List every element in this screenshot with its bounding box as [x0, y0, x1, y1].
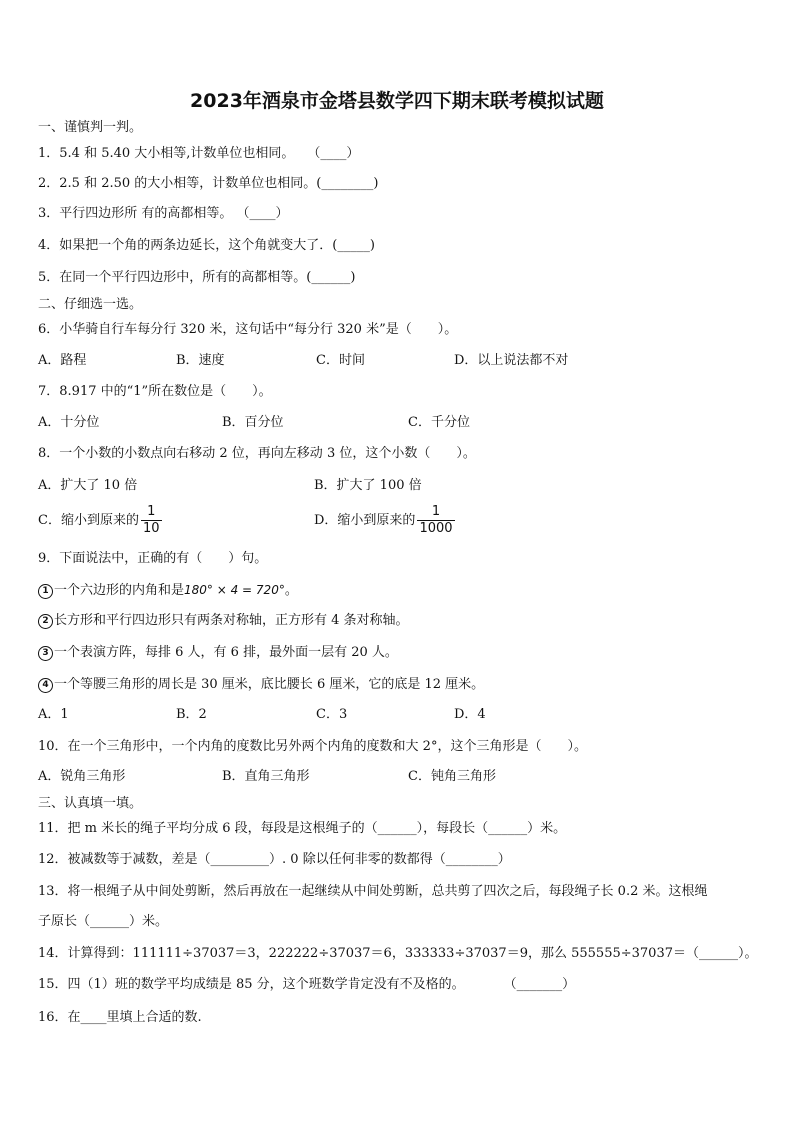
fraction-denominator: 1000: [419, 521, 453, 536]
question-12: 12．被减数等于减数，差是（_________）. 0 除以任何非零的数都得（________）: [38, 852, 511, 867]
question-7-option-a: A．十分位: [38, 415, 100, 430]
question-1: 1．5.4 和 5.40 大小相等,计数单位也相同。 （____）: [38, 146, 360, 161]
question-10-option-c: C．钝角三角形: [408, 769, 496, 784]
statement-1-end: 。: [284, 583, 298, 598]
fraction-numerator: 1: [147, 504, 156, 519]
section-3-heading: 三、认真填一填。: [38, 796, 143, 811]
question-6: 6．小华骑自行车每分行 320 米，这句话中“每分行 320 米”是（ ）。: [38, 322, 458, 337]
question-9-statement-1: [38, 580, 298, 601]
question-6-option-c: C．时间: [316, 353, 365, 368]
page-title: 2023年酒泉市金塔县数学四下期末联考模拟试题: [190, 90, 604, 112]
question-9-statement-4: [38, 675, 484, 695]
question-2: 2．2.5 和 2.50 的大小相等，计数单位也相同。(________): [38, 176, 379, 191]
question-10: 10．在一个三角形中，一个内角的度数比另外两个内角的度数和大 2°，这个三角形是（ ）。: [38, 739, 587, 754]
circled-number-2: 2: [38, 614, 53, 629]
question-9-option-b: B．2: [176, 707, 207, 722]
option-d-text: D．缩小到原来的: [314, 513, 416, 528]
statement-1-text: 一个六边形的内角和是: [54, 583, 185, 598]
fraction-one-thousandth: [417, 504, 454, 537]
question-14: 14．计算得到：111111÷37037＝3，222222÷37037＝6，333333÷37037＝9，那么 555555÷37037＝（______）。: [38, 946, 758, 961]
question-7-option-b: B．百分位: [222, 415, 284, 430]
question-4: 4．如果把一个角的两条边延长，这个角就变大了．(_____): [38, 238, 375, 253]
fraction-one-tenth: [141, 504, 162, 537]
question-13-line-1: 13．将一根绳子从中间处剪断，然后再放在一起继续从中间处剪断，总共剪了四次之后，每段绳子长 0.2 米。这根绳: [38, 884, 708, 899]
question-8-option-d: [314, 504, 455, 537]
question-6-option-b: B．速度: [176, 353, 225, 368]
question-13-line-2: 子原长（______）米。: [38, 914, 169, 929]
question-8: 8．一个小数的小数点向右移动 2 位，再向左移动 3 位，这个小数（ ）。: [38, 446, 476, 461]
question-3: 3．平行四边形所 有的高都相等。 （____）: [38, 206, 289, 221]
question-6-option-a: A．路程: [38, 353, 87, 368]
question-10-option-b: B．直角三角形: [222, 769, 310, 784]
statement-2-text: 长方形和平行四边形只有两条对称轴，正方形有 4 条对称轴。: [54, 613, 409, 628]
question-9: 9．下面说法中，正确的有（ ）句。: [38, 551, 268, 566]
question-10-option-a: A．锐角三角形: [38, 769, 126, 784]
question-8-option-a: A．扩大了 10 倍: [38, 478, 138, 493]
question-11: 11．把 m 米长的绳子平均分成 6 段，每段是这根绳子的（______），每段长（______）米。: [38, 821, 567, 836]
question-9-statement-3: [38, 643, 398, 663]
question-15: 15．四（1）班的数学平均成绩是 85 分，这个班数学肯定没有不及格的。 （_______）: [38, 977, 576, 992]
circled-number-4: 4: [38, 678, 53, 693]
section-2-heading: 二、仔细选一选。: [38, 297, 143, 312]
section-1-heading: 一、谨慎判一判。: [38, 120, 143, 135]
option-c-text: C．缩小到原来的: [38, 513, 139, 528]
question-8-option-b: B．扩大了 100 倍: [314, 478, 422, 493]
question-5: 5．在同一个平行四边形中，所有的高都相等。(______): [38, 270, 356, 285]
statement-3-text: 一个表演方阵，每排 6 人，有 6 排，最外面一层有 20 人。: [54, 645, 398, 660]
question-9-statement-2: [38, 611, 409, 631]
circled-number-3: 3: [38, 646, 53, 661]
fraction-denominator: 10: [142, 521, 160, 536]
question-7-option-c: C．千分位: [408, 415, 470, 430]
question-9-option-a: A．1: [38, 707, 69, 722]
question-9-option-c: C．3: [316, 707, 348, 722]
question-6-option-d: D．以上说法都不对: [454, 353, 569, 368]
question-7: 7．8.917 中的“1”所在数位是（ ）。: [38, 384, 272, 399]
statement-1-formula: 180° × 4 = 720°: [184, 583, 285, 597]
fraction-numerator: 1: [431, 504, 441, 519]
question-16: 16．在____里填上合适的数.: [38, 1010, 202, 1025]
question-9-option-d: D．4: [454, 707, 486, 722]
statement-4-text: 一个等腰三角形的周长是 30 厘米，底比腰长 6 厘米，它的底是 12 厘米。: [54, 677, 485, 692]
circled-number-1: 1: [38, 584, 53, 599]
question-8-option-c: [38, 504, 162, 537]
